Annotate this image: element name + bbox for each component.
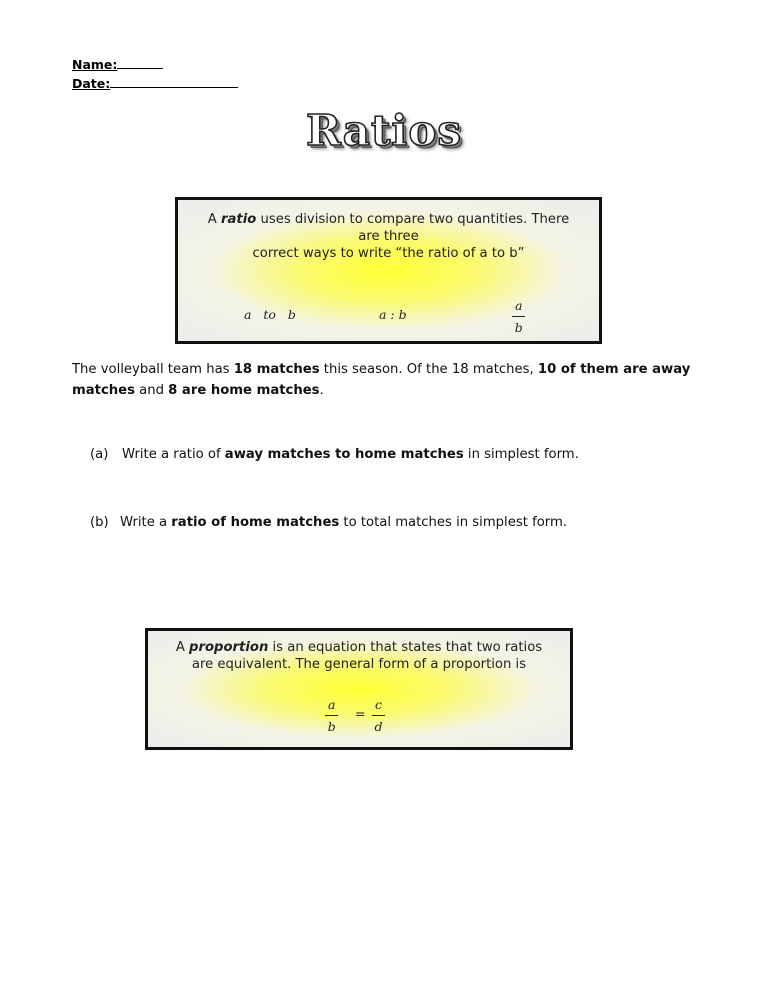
question-a [90, 447, 579, 462]
proportion-left-numerator: a [328, 697, 336, 712]
ratio-definition-text [178, 211, 599, 262]
ratio-def-line1: uses division to compare two quantities. There [256, 212, 570, 227]
proportion-right-denominator: d [374, 719, 383, 734]
proportion-definition-text [148, 639, 570, 673]
ratio-fraction-bar [512, 316, 525, 317]
proportion-def-line1: is an equation that states that two ratios [268, 640, 543, 655]
proportion-def-line2: are equivalent. The general form of a proportion is [191, 657, 527, 672]
problem-text-4: . [319, 383, 324, 398]
question-a-bold: away matches to home matches [224, 447, 464, 462]
problem-bold-3: 8 are home matches [168, 383, 320, 398]
proportion-def-pre: A [175, 640, 190, 655]
question-a-marker: (a) [90, 447, 109, 462]
ratio-form-words: a to b [244, 307, 296, 322]
question-a-pre: Write a ratio of [122, 447, 225, 462]
proportion-right-numerator: c [375, 697, 383, 712]
question-b-bold: ratio of home matches [171, 515, 340, 530]
ratio-fraction-denominator: b [514, 320, 523, 335]
ratio-form-colon: a : b [379, 307, 407, 322]
problem-bold-1: 18 matches [233, 362, 320, 377]
proportion-left-bar [325, 715, 338, 716]
name-label: Name: [72, 57, 118, 72]
ratio-definition-box [175, 197, 602, 344]
proportion-left-fraction [325, 697, 338, 734]
problem-statement [72, 359, 692, 401]
question-b [90, 515, 567, 530]
proportion-term: proportion [189, 640, 269, 655]
ratio-def-line2: are three [358, 229, 419, 244]
problem-text-3: and [134, 383, 169, 398]
proportion-right-fraction [372, 697, 385, 734]
date-blank[interactable] [110, 75, 238, 88]
ratio-term: ratio [220, 212, 257, 227]
problem-text-2: this season. Of the 18 matches, [319, 362, 538, 377]
question-a-post: in simplest form. [463, 447, 579, 462]
proportion-equals-sign: = [355, 706, 366, 721]
problem-text-1: The volleyball team has [72, 362, 234, 377]
proportion-definition-box [145, 628, 573, 750]
question-b-pre: Write a [120, 515, 172, 530]
date-field [72, 75, 238, 91]
proportion-right-bar [372, 715, 385, 716]
ratio-def-line3: correct ways to write “the ratio of a to b” [252, 246, 525, 261]
name-field [72, 56, 163, 72]
ratio-fraction-numerator: a [515, 298, 523, 313]
question-b-marker: (b) [90, 515, 109, 530]
ratio-form-fraction [512, 298, 525, 335]
page-title: Ratios [305, 106, 463, 155]
date-label: Date: [72, 76, 111, 91]
question-b-post: to total matches in simplest form. [339, 515, 568, 530]
ratio-def-pre: A [207, 212, 221, 227]
name-blank[interactable] [117, 56, 163, 69]
problem-bold-2: 10 of them are away matches [72, 362, 691, 398]
proportion-left-denominator: b [327, 719, 336, 734]
